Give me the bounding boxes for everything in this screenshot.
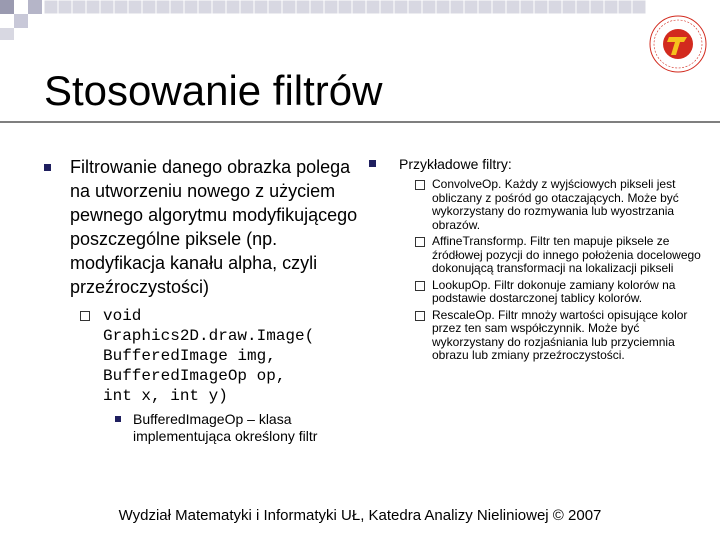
code-bullet xyxy=(40,306,360,406)
header-decoration xyxy=(0,0,720,40)
list-item-text: AffineTransformp. Filtr ten mapuje piksele ze źródłowej pozycji do innego położenia docelowego dokonującą transformacji na lokalizacji pikseli xyxy=(432,234,701,275)
list-item-text: ConvolveOp. Każdy z wyjściowych pikseli jest obliczany z pośród go otaczających. Może być wykorzystany do rozmywania lub wyostrzania obrazów. xyxy=(432,177,679,232)
open-square-bullet-icon xyxy=(415,281,425,291)
main-bullet xyxy=(40,155,360,299)
slide-title: Stosowanie filtrów xyxy=(44,67,383,114)
list-item xyxy=(365,235,705,276)
list-item xyxy=(365,279,705,306)
left-column xyxy=(40,155,360,445)
open-square-bullet-icon xyxy=(80,311,90,321)
code-snippet: void Graphics2D.draw.Image( BufferedImage img, BufferedImageOp op, int x, int y) xyxy=(103,307,315,405)
square-bullet-icon xyxy=(44,164,51,171)
open-square-bullet-icon xyxy=(415,237,425,247)
open-square-bullet-icon xyxy=(415,311,425,321)
square-bullet-icon xyxy=(115,416,121,422)
sub-bullet-text: BufferedImageOp – klasa implementująca określony filtr xyxy=(133,411,318,444)
square-bullet-icon xyxy=(369,160,376,167)
list-item xyxy=(365,178,705,232)
main-bullet-text: Filtrowanie danego obrazka polega na utworzeniu nowego z użyciem pewnego algorytmu modyfikującego poszczególne piksele (np. modyfikacja kanału alpha, czyli przeźroczystości) xyxy=(70,157,358,297)
slide-footer: Wydział Matematyki i Informatyki UŁ, Katedra Analizy Nieliniowej © 2007 xyxy=(118,507,602,524)
filters-heading-text: Przykładowe filtry: xyxy=(399,156,512,172)
title-divider xyxy=(0,121,720,123)
university-logo-icon xyxy=(648,14,708,74)
list-item-text: RescaleOp. Filtr mnoży wartości opisujące kolor przez ten sam współczynnik. Może być wykorzystany do rozjaśniania lub przyciemnia obrazu lub zmiany przeźroczystości. xyxy=(432,307,688,362)
right-column xyxy=(365,155,705,363)
sub-bullet xyxy=(40,411,360,445)
open-square-bullet-icon xyxy=(415,180,425,190)
list-item-text: LookupOp. Filtr dokonuje zamiany kolorów na podstawie dostarczonej tablicy kolorów. xyxy=(432,277,676,305)
list-item xyxy=(365,309,705,363)
filters-heading xyxy=(365,155,705,173)
